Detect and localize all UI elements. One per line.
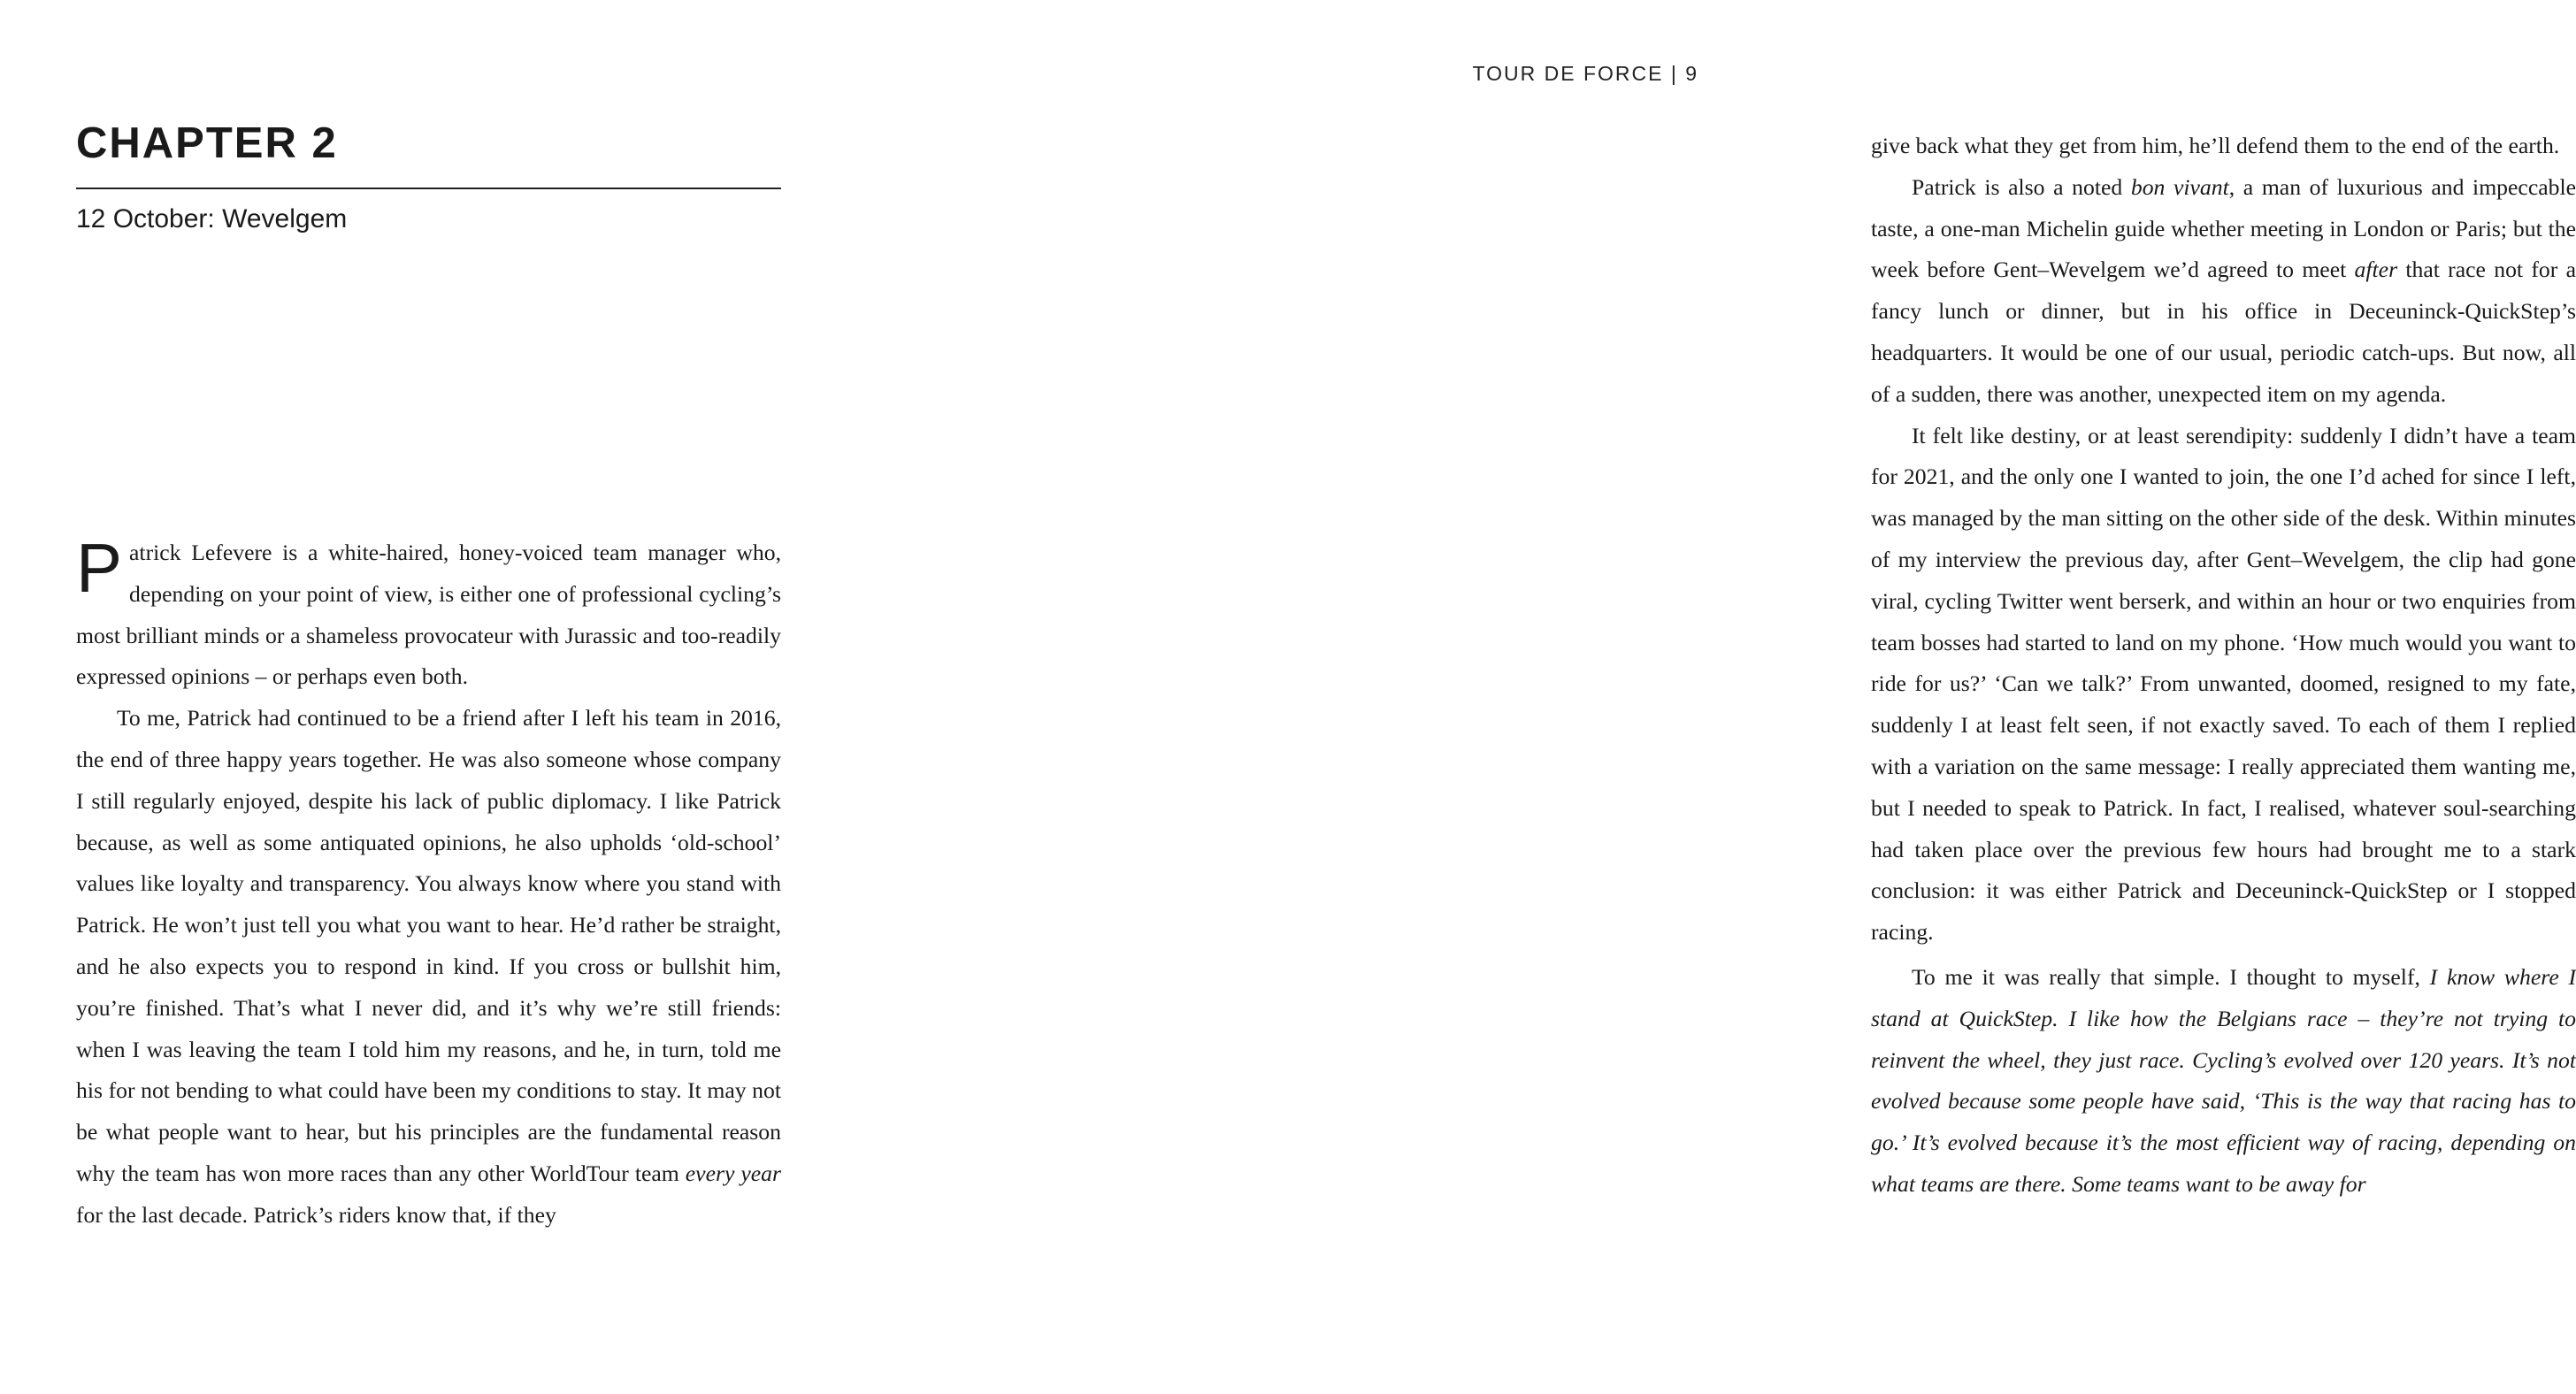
- running-head: TOUR DE FORCE | 9: [1472, 62, 1698, 85]
- paragraph-text: , a man of luxurious and impeccable taste, a one-man Michelin guide whether meeting in London or Paris; but the week before Gent–Wevelgem we’d agreed to meet: [1871, 173, 2576, 283]
- left-page: [0, 0, 885, 1394]
- left-body-text: [76, 529, 782, 1237]
- paragraph-text: for the last decade. Patrick’s riders know that, if they: [76, 1201, 556, 1228]
- paragraph: [1871, 957, 2576, 1206]
- right-body-text: [1871, 126, 2576, 1206]
- paragraph-text: give back what they get from him, he’ll defend them to the end of the earth.: [1871, 133, 2560, 158]
- paragraph: [1871, 416, 2576, 954]
- emphasis-text: every year: [685, 1160, 782, 1186]
- paragraph-text: To me, Patrick had continued to be a friend after I left his team in 2016, the end of three happy years together. He was also someone whose company I still regularly enjoyed, despite his lack of public diplomacy. I like Patrick because, as well as some antiquated opinions, he also upholds ‘old-school’ values like loyalty and transparency. You always know where you stand with Patrick. He won’t just tell you what you want to hear. He’d rather be straight, and he also expects you to respond in kind. If you cross or bullshit him, you’re finished. That’s what I never did, and it’s why we’re still friends: when I was leaving the team I told him my reasons, and he, in turn, told me his for not bending to what could have been my conditions to stay. It may not be what people want to hear, but his principles are the fundamental reason why the team has won more races than any other WorldTour team: [76, 705, 781, 1186]
- paragraph: [76, 529, 781, 698]
- chapter-divider: [76, 188, 781, 189]
- drop-cap: P: [76, 529, 123, 607]
- paragraph-text: It felt like destiny, or at least serendipity: suddenly I didn’t have a team for 2021, and the only one I wanted to join, the one I’d ached for since I left, was managed by the man sitting on the other side of the desk. Within minutes of my interview the previous day, after Gent–Wevelgem, the clip had gone viral, cycling Twitter went berserk, and within an hour or two enquiries from team bosses had started to land on my phone. ‘How much would you want to ride for us?’ ‘Can we talk?’ From unwanted, doomed, resigned to my fate, suddenly I at least felt seen, if not exactly saved. To each of them I replied with a variation on the same message: I really appreciated them wanting me, but I needed to speak to Patrick. In fact, I realised, whatever soul-searching had taken place over the previous few hours had brought me to a stark conclusion: it was either Patrick and Deceuninck-QuickStep or I stopped racing.: [1871, 422, 2576, 946]
- chapter-title: CHAPTER 2: [76, 119, 338, 167]
- paragraph-text: atrick Lefevere is a white-haired, honey-voiced team manager who, depending on your point of view, is either one of professional cycling’s most brilliant minds or a shameless provocateur with Jurassic and too-readily expressed opinions – or perhaps even both.: [76, 540, 781, 690]
- paragraph-text: Patrick is also a noted: [1912, 173, 2123, 200]
- paragraph-text: To me it was really that simple. I thought to myself,: [1912, 963, 2420, 990]
- paragraph: [1871, 167, 2576, 416]
- paragraph-text: that race not for a fancy lunch or dinner, but in his office in Deceuninck-QuickStep’s headquarters. It would be one of our usual, periodic catch-ups. But now, all of a sudden, there was another, unexpected item on my agenda.: [1871, 257, 2576, 407]
- emphasis-text: bon vivant: [2130, 173, 2229, 200]
- emphasis-text: after: [2354, 257, 2398, 283]
- paragraph: [1871, 126, 2576, 167]
- emphasis-text: I know where I stand at QuickStep. I like how the Belgians race – they’re not trying to reinvent the wheel, they just race. Cycling’s evolved over 120 years. It’s not evolved because some people have said, ‘This is the way that racing has to go.’ It’s evolved because it’s the most efficient way of racing, depending on what teams are there. Some teams want to be away for: [1871, 963, 2576, 1197]
- paragraph: [76, 698, 781, 1236]
- chapter-subtitle: 12 October: Wevelgem: [76, 204, 348, 234]
- right-page: [885, 0, 2576, 1394]
